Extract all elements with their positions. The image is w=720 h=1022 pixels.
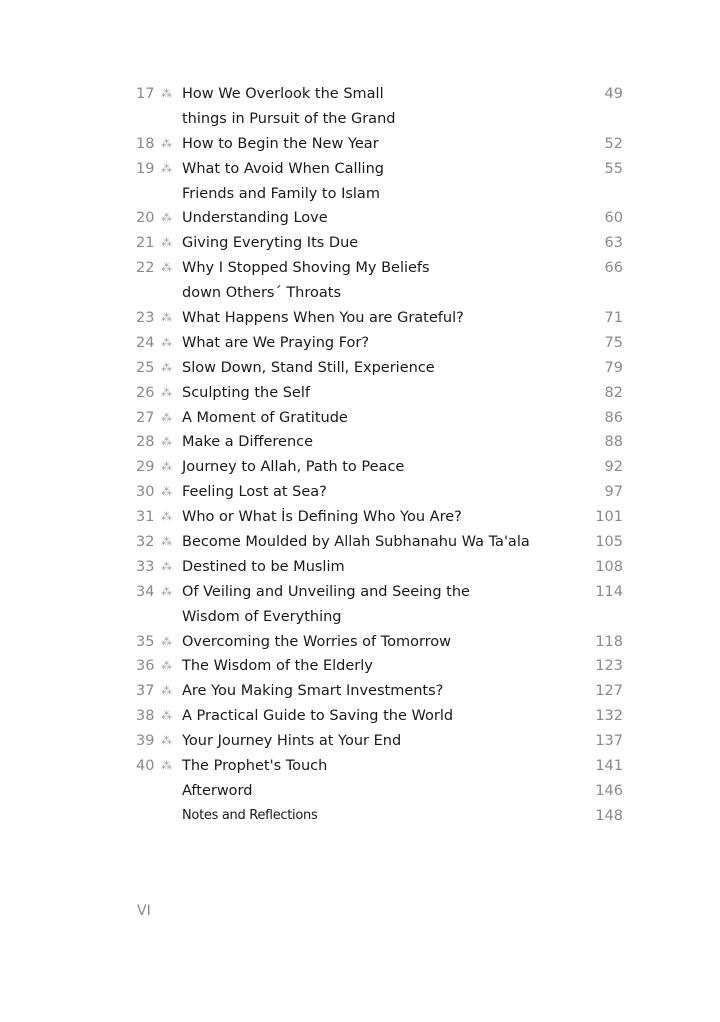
chapter-number: 22 bbox=[136, 260, 155, 277]
chapter-title: Overcoming the Worries of Tomorrow bbox=[182, 633, 452, 650]
ornament-icon: ⁂ bbox=[161, 460, 172, 474]
chapter-title: Who or What İs Defining Who You Are? bbox=[182, 509, 462, 526]
page-number: 82 bbox=[604, 384, 623, 401]
chapter-number: 36 bbox=[136, 658, 155, 675]
toc-entry bbox=[0, 331, 720, 356]
chapter-title: Feeling Lost at Sea? bbox=[182, 484, 327, 501]
chapter-number: 18 bbox=[136, 135, 155, 152]
ornament-icon: ⁂ bbox=[161, 435, 172, 449]
chapter-number: 38 bbox=[136, 708, 155, 725]
chapter-number: 30 bbox=[136, 484, 155, 501]
chapter-number: 26 bbox=[136, 384, 155, 401]
chapter-number: 29 bbox=[136, 459, 155, 476]
chapter-title: Wisdom of Everything bbox=[182, 608, 342, 625]
chapter-title: Notes and Reflections bbox=[182, 807, 318, 823]
chapter-number: 28 bbox=[136, 434, 155, 451]
toc-entry bbox=[0, 132, 720, 157]
ornament-icon: ⁂ bbox=[161, 734, 172, 748]
chapter-number: 32 bbox=[136, 534, 155, 551]
toc-entry bbox=[0, 679, 720, 704]
toc-entry bbox=[0, 505, 720, 530]
ornament-icon: ⁂ bbox=[161, 709, 172, 723]
toc-entry bbox=[0, 157, 720, 182]
chapter-number: 23 bbox=[136, 310, 155, 327]
page-number: 52 bbox=[604, 135, 623, 152]
ornament-icon: ⁂ bbox=[161, 136, 172, 150]
chapter-number: 39 bbox=[136, 733, 155, 750]
toc-entry bbox=[0, 256, 720, 281]
chapter-number: 20 bbox=[136, 210, 155, 227]
chapter-title: Slow Down, Stand Still, Experience bbox=[182, 359, 435, 376]
ornament-icon: ⁂ bbox=[161, 360, 172, 374]
chapter-title: Of Veiling and Unveiling and Seeing the bbox=[182, 583, 470, 600]
toc-entry-afterword bbox=[0, 779, 720, 804]
chapter-title: A Moment of Gratitude bbox=[182, 409, 348, 426]
ornament-icon: ⁂ bbox=[161, 211, 172, 225]
page-number: 86 bbox=[604, 409, 623, 426]
chapter-title: Your Journey Hints at Your End bbox=[182, 733, 402, 750]
ornament-icon: ⁂ bbox=[161, 535, 172, 549]
toc-entry bbox=[0, 381, 720, 406]
page-number: 66 bbox=[604, 260, 623, 277]
toc-entry bbox=[0, 704, 720, 729]
chapter-title: How to Begin the New Year bbox=[182, 135, 379, 152]
chapter-title: Friends and Family to Islam bbox=[182, 185, 380, 202]
page-number: 123 bbox=[595, 658, 623, 675]
ornament-icon: ⁂ bbox=[161, 87, 172, 100]
ornament-icon: ⁂ bbox=[161, 634, 172, 648]
page-number: 118 bbox=[595, 633, 623, 650]
chapter-title: What are We Praying For? bbox=[182, 334, 370, 351]
chapter-title: Are You Making Smart Investments? bbox=[182, 683, 444, 700]
chapter-title: things in Pursuit of the Grand bbox=[182, 110, 396, 127]
page-number: 141 bbox=[595, 758, 623, 775]
ornament-icon: ⁂ bbox=[161, 236, 172, 250]
ornament-icon: ⁂ bbox=[161, 510, 172, 524]
chapter-title: Why I Stopped Shoving My Beliefs bbox=[182, 260, 430, 277]
chapter-title: Giving Everyting Its Due bbox=[182, 235, 359, 252]
toc-entry bbox=[0, 654, 720, 679]
page-number: 101 bbox=[595, 509, 623, 526]
toc-entry bbox=[0, 406, 720, 431]
toc-entry bbox=[0, 206, 720, 231]
chapter-title: Become Moulded by Allah Subhanahu Wa Ta'ala bbox=[182, 534, 530, 551]
page-number: 132 bbox=[595, 708, 623, 725]
toc-entry bbox=[0, 480, 720, 505]
chapter-title: How We Overlook the Small bbox=[182, 86, 384, 102]
page-folio: VI bbox=[137, 903, 151, 919]
ornament-icon: ⁂ bbox=[161, 759, 172, 773]
chapter-title: Make a Difference bbox=[182, 434, 314, 451]
toc-entry-continuation bbox=[0, 605, 720, 630]
toc-entry bbox=[0, 729, 720, 754]
page-number: 105 bbox=[595, 534, 623, 551]
chapter-number: 37 bbox=[136, 683, 155, 700]
chapter-number: 19 bbox=[136, 160, 155, 177]
ornament-icon: ⁂ bbox=[161, 584, 172, 598]
ornament-icon: ⁂ bbox=[161, 161, 172, 175]
chapter-number: 31 bbox=[136, 509, 155, 526]
chapter-title: down Others´ Throats bbox=[182, 285, 342, 302]
toc-entry-continuation bbox=[0, 281, 720, 306]
page-number: 88 bbox=[604, 434, 623, 451]
ornament-icon: ⁂ bbox=[161, 410, 172, 424]
ornament-icon: ⁂ bbox=[161, 485, 172, 499]
page-number: 55 bbox=[604, 160, 623, 177]
ornament-icon: ⁂ bbox=[161, 335, 172, 349]
toc-entry bbox=[0, 555, 720, 580]
page-number: 92 bbox=[604, 459, 623, 476]
table-of-contents bbox=[0, 82, 720, 829]
toc-entry bbox=[0, 356, 720, 381]
chapter-number: 25 bbox=[136, 359, 155, 376]
page-number: 97 bbox=[604, 484, 623, 501]
page-number: 71 bbox=[604, 310, 623, 327]
ornament-icon: ⁂ bbox=[161, 659, 172, 673]
ornament-icon: ⁂ bbox=[161, 261, 172, 275]
page-number: 60 bbox=[604, 210, 623, 227]
chapter-number: 35 bbox=[136, 633, 155, 650]
toc-entry bbox=[0, 580, 720, 605]
chapter-number: 17 bbox=[136, 86, 155, 102]
toc-entry bbox=[0, 455, 720, 480]
chapter-title: What Happens When You are Grateful? bbox=[182, 310, 464, 327]
page-number: 75 bbox=[604, 334, 623, 351]
chapter-title: Sculpting the Self bbox=[182, 384, 310, 401]
chapter-title: What to Avoid When Calling bbox=[182, 160, 384, 177]
toc-entry-continuation bbox=[0, 107, 720, 132]
page-number: 108 bbox=[595, 558, 623, 575]
toc-entry bbox=[0, 430, 720, 455]
chapter-number: 40 bbox=[136, 758, 155, 775]
chapter-title: The Wisdom of the Elderly bbox=[182, 658, 373, 675]
ornament-icon: ⁂ bbox=[161, 385, 172, 399]
ornament-icon: ⁂ bbox=[161, 311, 172, 325]
toc-entry-notes bbox=[0, 804, 720, 829]
chapter-title: Afterword bbox=[182, 782, 253, 799]
chapter-number: 24 bbox=[136, 334, 155, 351]
page-number: 79 bbox=[604, 359, 623, 376]
toc-entry-continuation bbox=[0, 182, 720, 207]
toc-entry bbox=[0, 306, 720, 331]
ornament-icon: ⁂ bbox=[161, 684, 172, 698]
toc-entry bbox=[0, 231, 720, 256]
chapter-number: 33 bbox=[136, 558, 155, 575]
page-number: 49 bbox=[604, 86, 623, 102]
toc-entry bbox=[0, 530, 720, 555]
page-number: 146 bbox=[595, 782, 623, 799]
chapter-number: 27 bbox=[136, 409, 155, 426]
page-number: 114 bbox=[595, 583, 623, 600]
chapter-number: 34 bbox=[136, 583, 155, 600]
page-number: 137 bbox=[595, 733, 623, 750]
chapter-number: 21 bbox=[136, 235, 155, 252]
chapter-title: Destined to be Muslim bbox=[182, 558, 345, 575]
chapter-title: Journey to Allah, Path to Peace bbox=[182, 459, 405, 476]
page-number: 148 bbox=[595, 807, 623, 824]
toc-entry bbox=[0, 82, 720, 107]
page-number: 63 bbox=[604, 235, 623, 252]
page-number: 127 bbox=[595, 683, 623, 700]
chapter-title: Understanding Love bbox=[182, 210, 328, 227]
chapter-title: A Practical Guide to Saving the World bbox=[182, 708, 454, 725]
toc-entry bbox=[0, 754, 720, 779]
chapter-title: The Prophet's Touch bbox=[182, 758, 328, 775]
toc-entry bbox=[0, 630, 720, 655]
ornament-icon: ⁂ bbox=[161, 559, 172, 573]
